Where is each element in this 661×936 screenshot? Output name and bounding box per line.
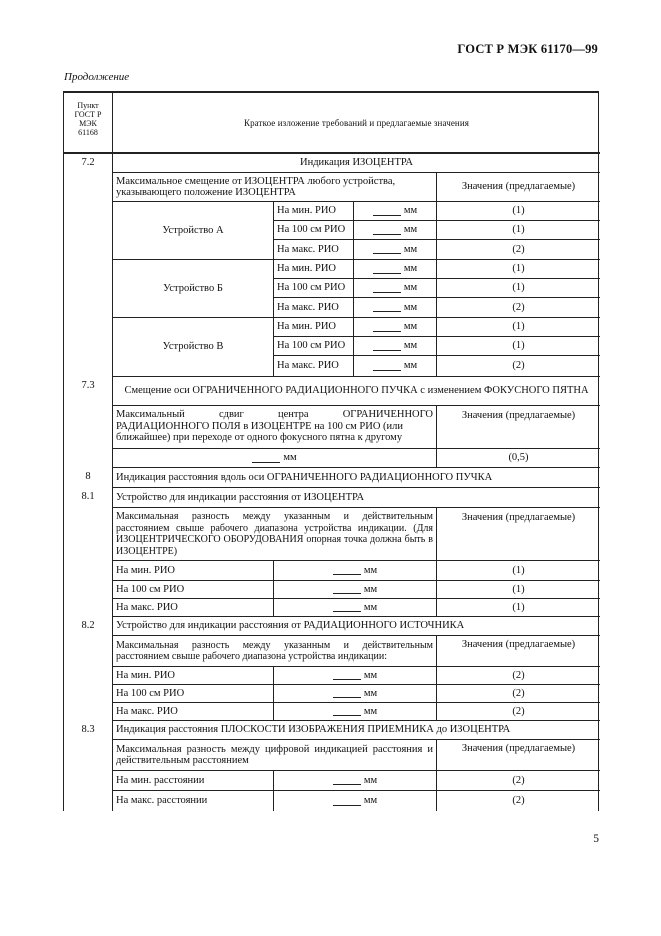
value-cell: (2) — [436, 791, 600, 811]
rio-label: На 100 см РИО — [273, 337, 353, 356]
rio-label: На макс. РИО — [273, 298, 353, 318]
table-row — [273, 202, 600, 221]
device-name: Устройство А — [113, 202, 273, 260]
table-row — [273, 337, 600, 356]
blank-field — [333, 671, 361, 680]
measure-cell: мм — [273, 599, 436, 617]
blank-field — [333, 603, 361, 612]
measure-cell: мм — [273, 581, 436, 599]
device-block — [113, 318, 600, 377]
blank-field — [333, 707, 361, 716]
value-cell: (0,5) — [436, 449, 600, 468]
section-8-1 — [63, 488, 599, 617]
rio-label: На макс. РИО — [273, 240, 353, 260]
table-row — [273, 318, 600, 337]
section-number: 7.2 — [64, 154, 113, 377]
distance-label: На мин. расстоянии — [113, 771, 273, 791]
blank-field — [373, 303, 401, 312]
measure-cell: мм — [353, 260, 436, 279]
continuation-label: Продолжение — [64, 71, 130, 83]
values-header: Значения (предлагаемые) — [436, 740, 600, 771]
section-number: 7.3 — [64, 377, 113, 468]
section-description: Максимальная разность между цифровой индикацией расстояния и действительным расстоянием — [113, 740, 436, 771]
value-cell: (1) — [436, 581, 600, 599]
section-description: Максимальная разность между указанным и действительным расстоянием свыше рабочего диапазона устройства индикации. (Для ИЗОЦЕНТРИЧЕСКОГО ОБОРУДОВАНИЯ опорная точка должна быть в ИЗОЦЕНТРЕ) — [113, 508, 436, 561]
blank-field — [373, 245, 401, 254]
rio-label: На мин. РИО — [113, 561, 273, 581]
measure-cell: мм — [353, 356, 436, 377]
distance-label: На макс. расстоянии — [116, 795, 208, 807]
measure-cell: мм — [353, 337, 436, 356]
device-block — [113, 260, 600, 318]
section-number: 8.1 — [64, 488, 113, 617]
rio-label: На 100 см РИО — [273, 279, 353, 298]
blank-field — [333, 566, 361, 575]
section-8 — [63, 468, 599, 488]
table-row — [113, 703, 600, 721]
table-row — [273, 356, 600, 377]
section-7-2 — [63, 154, 599, 377]
table-row — [273, 279, 600, 298]
table-row — [273, 260, 600, 279]
value-cell: (1) — [436, 318, 600, 337]
table-row — [113, 771, 600, 791]
value-cell: (1) — [436, 599, 600, 617]
blank-field — [252, 454, 280, 463]
section-description: Максимальная разность между указанным и действительным расстоянием свыше рабочего диапазона устройства индикации: — [113, 636, 436, 667]
rio-label: На 100 см РИО — [273, 221, 353, 240]
value-cell: (2) — [436, 771, 600, 791]
measure-cell: мм — [273, 561, 436, 581]
document-code: ГОСТ Р МЭК 61170—99 — [457, 42, 598, 56]
blank-field — [373, 284, 401, 293]
values-header: Значения (предлагаемые) — [436, 508, 600, 561]
measure-cell: мм — [273, 771, 436, 791]
punkt-header: Пункт ГОСТ Р МЭК 61168 — [64, 93, 113, 154]
value-cell: (1) — [436, 260, 600, 279]
values-header: Значения (предлагаемые) — [436, 173, 600, 202]
measure-cell: мм — [353, 240, 436, 260]
rio-label: На мин. РИО — [273, 260, 353, 279]
section-7-3 — [63, 377, 599, 468]
value-cell: (2) — [436, 298, 600, 318]
rio-label: На 100 см РИО — [113, 581, 273, 599]
value-cell: (1) — [436, 561, 600, 581]
section-8-3 — [63, 721, 599, 811]
section-title: Устройство для индикации расстояния от РАДИАЦИОННОГО ИСТОЧНИКА — [113, 617, 600, 636]
table-row — [113, 685, 600, 703]
table-row — [113, 581, 600, 599]
section-title: Смещение оси ОГРАНИЧЕННОГО РАДИАЦИОННОГО ПУЧКА с изменением ФОКУСНОГО ПЯТНА — [113, 377, 600, 406]
values-header: Значения (предлагаемые) — [436, 406, 600, 449]
table-row — [273, 221, 600, 240]
measure-cell: мм — [113, 449, 436, 468]
measure-cell: мм — [353, 318, 436, 337]
requirements-table — [63, 91, 599, 811]
section-title: Индикация ИЗОЦЕНТРА — [113, 154, 600, 173]
value-cell: (1) — [436, 202, 600, 221]
table-row — [113, 791, 600, 811]
section-title: Индикация расстояния ПЛОСКОСТИ ИЗОБРАЖЕНИЯ ПРИЕМНИКА до ИЗОЦЕНТРА — [113, 721, 600, 740]
table-row — [273, 298, 600, 318]
blank-field — [333, 689, 361, 698]
value-cell: (1) — [436, 221, 600, 240]
measure-cell: мм — [353, 221, 436, 240]
blank-field — [333, 797, 361, 806]
section-description: Максимальное смещение от ИЗОЦЕНТРА любого устройства, указывающего положение ИЗОЦЕНТРА — [113, 173, 436, 202]
rio-label: На макс. РИО — [273, 356, 353, 377]
rio-label: На мин. РИО — [273, 318, 353, 337]
value-cell: (2) — [436, 356, 600, 377]
section-title: Индикация расстояния вдоль оси ОГРАНИЧЕННОГО РАДИАЦИОННОГО ПУЧКА — [113, 468, 600, 488]
measure-cell: мм — [353, 279, 436, 298]
section-description: Максимальный сдвиг центра ОГРАНИЧЕННОГО РАДИАЦИОННОГО ПОЛЯ в ИЗОЦЕНТРЕ на 100 см РИО (или ближайшее) при переходе от одного фокусного пятна к другому — [113, 406, 436, 449]
section-number: 8 — [64, 468, 113, 488]
rio-label: На макс. РИО — [113, 599, 273, 617]
rio-label: На мин. РИО — [113, 667, 273, 685]
blank-field — [373, 207, 401, 216]
table-row — [113, 599, 600, 617]
device-name: Устройство Б — [113, 260, 273, 318]
blank-field — [373, 265, 401, 274]
section-number: 8.2 — [64, 617, 113, 721]
table-row — [273, 240, 600, 260]
page-number: 5 — [593, 833, 599, 845]
blank-field — [333, 585, 361, 594]
value-cell: (2) — [436, 703, 600, 721]
blank-field — [373, 362, 401, 371]
measure-cell: мм — [353, 202, 436, 221]
section-title: Устройство для индикации расстояния от ИЗОЦЕНТРА — [113, 488, 600, 508]
section-8-2 — [63, 617, 599, 721]
blank-field — [373, 342, 401, 351]
value-cell: (2) — [436, 240, 600, 260]
table-row — [113, 667, 600, 685]
measure-cell: мм — [273, 667, 436, 685]
table-row — [113, 561, 600, 581]
measure-cell: мм — [273, 791, 436, 811]
summary-header: Краткое изложение требований и предлагаемые значения — [113, 93, 600, 154]
blank-field — [373, 226, 401, 235]
rio-label: На мин. РИО — [273, 202, 353, 221]
device-name: Устройство В — [113, 318, 273, 377]
section-number: 8.3 — [64, 721, 113, 811]
blank-field — [333, 776, 361, 785]
device-block — [113, 202, 600, 260]
value-cell: (2) — [436, 685, 600, 703]
blank-field — [373, 323, 401, 332]
rio-label: На макс. РИО — [113, 703, 273, 721]
measure-cell: мм — [353, 298, 436, 318]
column-header — [63, 91, 599, 154]
value-cell: (1) — [436, 279, 600, 298]
value-cell: (1) — [436, 337, 600, 356]
measure-cell: мм — [273, 685, 436, 703]
measure-cell: мм — [273, 703, 436, 721]
rio-label: На 100 см РИО — [113, 685, 273, 703]
values-header: Значения (предлагаемые) — [436, 636, 600, 667]
value-cell: (2) — [436, 667, 600, 685]
